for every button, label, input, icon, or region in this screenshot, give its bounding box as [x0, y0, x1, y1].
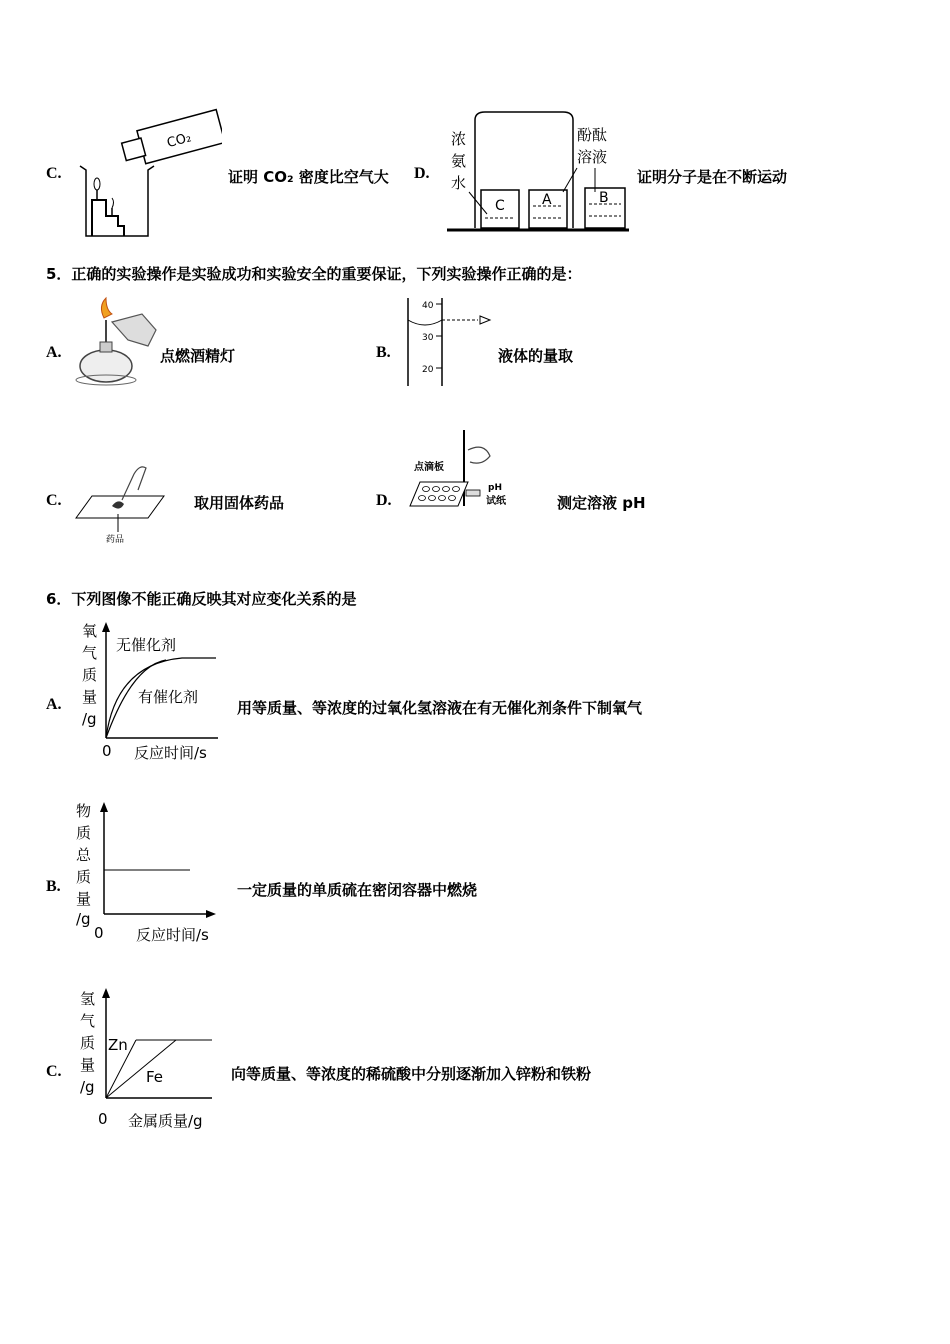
tick-30: 30 — [422, 333, 434, 343]
reagent-caption: 药品 — [106, 535, 125, 545]
spot-plate — [410, 482, 468, 506]
graph-b-ylabel-4: 质 — [76, 868, 92, 886]
reagent-pile — [112, 501, 124, 508]
graph-a-ylabel-4: 量 — [82, 688, 98, 706]
q4-option-d-text: 证明分子是在不断运动 — [637, 168, 788, 186]
graph-a-label-no-catalyst: 无催化剂 — [116, 636, 177, 654]
label-solution: 溶液 — [577, 148, 608, 166]
label-shui: 水 — [451, 174, 467, 192]
graph-b-ylabel-3: 总 — [76, 846, 92, 864]
graph-a-ylabel-2: 气 — [82, 644, 98, 662]
q5-option-b-text: 液体的量取 — [498, 347, 574, 365]
pouring-lamp — [112, 314, 156, 346]
stair-stand — [92, 200, 124, 236]
graph-c-ylabel-2: 气 — [80, 1012, 96, 1030]
graph-c-ylabel-3: 质 — [80, 1034, 96, 1052]
q5-option-a-label: A. — [46, 344, 62, 361]
co2-bottle-label: CO₂ — [165, 130, 194, 152]
co2-pouring-figure — [72, 108, 222, 240]
graph-c-origin: 0 — [98, 1110, 108, 1128]
paper-label: 试纸 — [486, 496, 506, 507]
beaker-b-label: B — [599, 190, 609, 206]
ph-paper — [466, 490, 480, 496]
graph-a-yunit: /g — [82, 710, 97, 728]
upper-candle-flame — [94, 178, 100, 190]
label-nong: 浓 — [451, 130, 467, 148]
q6-option-a-text: 用等质量、等浓度的过氧化氢溶液在有无催化剂条件下制氧气 — [237, 699, 643, 717]
graph-a-ylabel-3: 质 — [82, 666, 98, 684]
graph-a-y-arrow — [102, 622, 110, 632]
graph-b-ylabel-2: 质 — [76, 824, 92, 842]
graph-c-ylabel-1: 氢 — [80, 990, 96, 1008]
graph-b-yunit: /g — [76, 910, 91, 928]
graph-a-origin: 0 — [102, 742, 112, 760]
q4-option-c-label: C. — [46, 165, 62, 182]
tick-40: 40 — [422, 301, 434, 311]
graph-c-yunit: /g — [80, 1078, 95, 1096]
graph-c-label-zn: Zn — [108, 1036, 128, 1054]
graph-c — [72, 982, 232, 1132]
graduated-cylinder-figure — [398, 294, 498, 388]
alcohol-lamp-figure — [72, 296, 162, 388]
q5-option-c-text: 取用固体药品 — [194, 494, 285, 512]
lower-candle-flame — [112, 198, 114, 208]
q5-option-a-text: 点燃酒精灯 — [160, 347, 236, 365]
graph-c-y-arrow — [102, 988, 110, 998]
graph-a — [72, 616, 232, 766]
solid-reagent-figure — [72, 454, 172, 546]
graph-b-origin: 0 — [94, 924, 104, 942]
graph-b-y-arrow — [100, 802, 108, 812]
q6-option-b-label: B. — [46, 878, 61, 895]
alcohol-lamp — [80, 350, 132, 382]
graph-a-ylabel-1: 氧 — [82, 622, 98, 640]
q6-option-c-label: C. — [46, 1063, 62, 1080]
molecule-motion-figure — [445, 108, 635, 238]
graph-b-x-arrow — [206, 910, 216, 918]
graph-c-ylabel-4: 量 — [80, 1056, 96, 1074]
graph-c-xlabel: 金属质量/g — [128, 1112, 203, 1130]
q6-option-a-label: A. — [46, 696, 62, 713]
graph-b-ylabel-5: 量 — [76, 890, 92, 908]
beaker-c-label: C — [495, 198, 505, 214]
graph-b-ylabel-1: 物 — [76, 802, 92, 820]
q5-option-d-label: D. — [376, 492, 392, 509]
q4-option-c-text: 证明 CO₂ 密度比空气大 — [228, 168, 389, 186]
beaker-a-label: A — [542, 192, 552, 208]
graph-a-xlabel: 反应时间/s — [134, 744, 207, 762]
q6-option-c-text: 向等质量、等浓度的稀硫酸中分别逐渐加入锌粉和铁粉 — [231, 1065, 592, 1083]
q5-option-b-label: B. — [376, 344, 391, 361]
q6-title: 6．下列图像不能正确反映其对应变化关系的是 — [46, 590, 357, 608]
label-phenolphthalein: 酚酞 — [577, 126, 608, 144]
graph-b — [70, 796, 230, 946]
label-an: 氨 — [451, 152, 467, 170]
bell-jar — [475, 112, 573, 228]
tick-20: 20 — [422, 365, 434, 375]
q4-option-d-label: D. — [414, 165, 430, 182]
q6-option-b-text: 一定质量的单质硫在密闭容器中燃烧 — [237, 881, 478, 899]
hand-icon — [468, 447, 490, 463]
ph-label: pH — [488, 483, 502, 493]
q5-option-d-text: 测定溶液 pH — [557, 494, 646, 512]
q5-option-c-label: C. — [46, 492, 62, 509]
flame-icon — [101, 298, 112, 318]
ph-test-figure — [406, 426, 516, 514]
graph-a-label-catalyst: 有催化剂 — [138, 688, 199, 706]
eye-icon — [480, 316, 490, 324]
co2-bottle — [120, 110, 222, 169]
q5-title: 5．正确的实验操作是实验成功和实验安全的重要保证，下列实验操作正确的是： — [46, 265, 582, 283]
graph-b-xlabel: 反应时间/s — [136, 926, 209, 944]
plate-label: 点滴板 — [414, 462, 444, 473]
graph-c-label-fe: Fe — [146, 1068, 164, 1086]
hand-icon — [122, 467, 146, 500]
